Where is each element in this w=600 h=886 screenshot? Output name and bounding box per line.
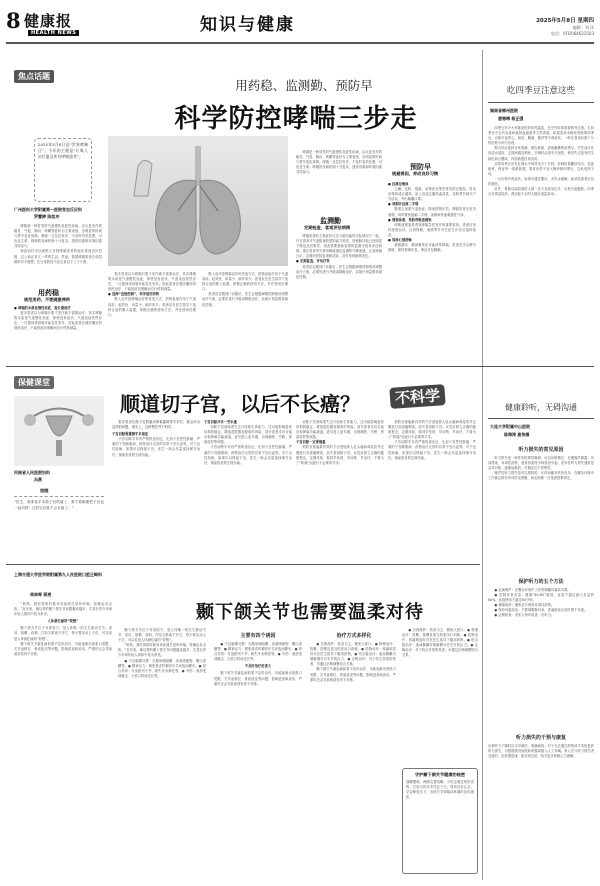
listen-point-1: ● 远离噪声：在嘈杂环境中工作时佩戴耳塞或耳罩。 bbox=[494, 588, 571, 592]
prevent-col bbox=[388, 182, 476, 362]
listen-p1b: 噪声性听力损失是可以预防的。长时间戴耳机听音乐、在嘈杂环境中工作都会损伤内耳的毛细胞，而毛细胞一旦受损很难再生。 bbox=[488, 471, 594, 481]
tea-names: 唐寒梅 杨正强 bbox=[498, 116, 524, 121]
prevent-head-4: ● 保持心情舒畅 bbox=[388, 238, 412, 243]
guide-col-1 bbox=[112, 420, 200, 560]
guide-affil: 河南省人民医院妇科 bbox=[14, 470, 50, 475]
focus-quote: 2025年5月6日是“世界哮喘日”，今年的主题是“让吸入治疗惠及所有哮喘患者”。 bbox=[38, 142, 88, 159]
jaw-body-3-cont: 颞下颌关节紊乱病如果不及时治疗，可能逐渐出现张口受限、关节盘移位、骨质改变等问题，影响进食和说话，严重时还会导致面部发育不对称。 bbox=[310, 667, 396, 682]
prevent-body-3: 呼吸道感染是诱发哮喘急性发作的重要原因。患者应坚持适度运动，注意保暖，流感季节可在医生评估后接种疫苗。 bbox=[388, 222, 476, 237]
jaw-col-5 bbox=[402, 628, 478, 764]
jaw-h4: 治疗方式多样化 bbox=[336, 633, 372, 639]
page-number: 8 bbox=[6, 8, 21, 33]
jaw-h2: 主要有四个诱因 bbox=[240, 633, 276, 639]
uterus-illustration bbox=[14, 396, 104, 466]
focus-intro bbox=[14, 224, 102, 282]
guide-body-1-cont: 子宫切除手术有严格的适应证，比如子宫恶性肿瘤、严重的子宫腺肌病、药物治疗无效的异常子宫出血等。对于良性疾病，如果可以保留子宫，医生一般会尽量选择保守治疗，保留患者的生理功能。 bbox=[204, 445, 292, 465]
section-rule-2 bbox=[6, 564, 480, 565]
jaw-h3: 不及时治疗危害大 bbox=[244, 664, 272, 669]
listen-point-2: ● 控制耳机音量：遵循“60-60”原则，音量不超过最大音量的60%，连续使用不超过60分钟。 bbox=[488, 593, 594, 603]
guide-h1: 子宫切除要遵循手术指征 bbox=[112, 432, 149, 437]
jaw-body-1: 颞下颌关节位于耳屏前方，是人体唯一的左右联动关节，说话、咀嚼、吞咽、打哈欠都离不开它，每天要活动上千次，可以说是人体最忙碌的“铰链”。 bbox=[14, 626, 112, 641]
monitor-intro-text: 哮喘是一种常见的气道慢性炎症性疾病，以反复发作的喘息、气促、胸闷、咳嗽等症状为主要表现，呈明显的时间与季节变化规律。哮喘一旦急性发作，不及时有效处置，可危及生命。哮喘的发病机制十分复杂，遗传因素和环境因素共同参与。 bbox=[296, 150, 382, 175]
listen-title: 健康聆听，无碍沟通 bbox=[505, 403, 577, 412]
jaw-body-1-cont: 颞下颌关节位于耳屏前方，是人体唯一的左右联动关节，说话、咀嚼、吞咽、打哈欠都离不开它，每天要活动上千次，可以说是人体最忙碌的“铰链”。 bbox=[118, 628, 206, 643]
guide-quote-repeat: 很多患者在做子宫肌瘤或卵巢囊肿等手术时，都会问出这样的问题。事实上，这种想法并不科学。 bbox=[112, 420, 200, 430]
heading-stable: 用药稳 bbox=[38, 289, 59, 297]
stable-col-2 bbox=[108, 272, 196, 362]
tea-rule bbox=[488, 102, 594, 103]
guide-quote: “医生，我准备手术做子宫肌瘤了，要不要顺便把子宫也一起切掉？这样以后就不会长癌了。” bbox=[14, 496, 104, 556]
guide-col-4 bbox=[388, 420, 476, 560]
guide-h2: 子宫切除并非一劳永逸 bbox=[204, 420, 237, 424]
jaw-intro: “妈妈，我吃饭的时候耳朵前面总是咔咔响，张嘴也有点疼。”近年来，像这样的颞下颌关节问题越来越多，尤其在青少年和年轻人群体中较为常见。 bbox=[14, 602, 112, 617]
listen-point-4: ● 保持耳道清洁：不要频繁掏耳朵，洗澡游泳后及时擦干耳道。 bbox=[494, 608, 588, 613]
jaw-col-2 bbox=[118, 628, 206, 876]
focus-intro-p2: 规范治疗可以使绝大多数哮喘患者的症状得到良好控制，过上和正常人一样的生活。然而，我国哮喘患者总体控制率仍不理想，在日常防控中应注意以下三个方面。 bbox=[14, 249, 102, 264]
guide-body-1-extra: 子宫切除手术有严格的适应证，比如子宫恶性肿瘤、严重的子宫腺肌病、药物治疗无效的异常子宫出血等。对于良性疾病，如果可以保留子宫，医生一般会尽量选择保守治疗，保留患者的生理功能。 bbox=[388, 440, 476, 460]
listen-rule bbox=[488, 418, 594, 419]
jaw-body-4: ● 自我保护：软食为主，避免大张口。● 物理治疗：热敷、按摩及适当的张闭口训练。● 药物治疗：疼痛明显时可在医生指导下服用药物。● 咬合板治疗：夜间佩戴可缓解磨牙对关节的压力。● 正畸治疗：对于咬合异常的患者，可通过正畸调整咬合关系。 bbox=[310, 642, 396, 667]
jaw-body-4-cont: ● 自我保护：软食为主，避免大张口。● 物理治疗：热敷、按摩及适当的张闭口训练。● 药物治疗：疼痛明显时可在医生指导下服用药物。● 咬合板治疗：夜间佩戴可缓解磨牙对关节的压力。● 正畸治疗：对于咬合异常的患者，可通过正畸调整咬合关系。 bbox=[402, 628, 478, 658]
stable-p2-body: 吸入治疗是哮喘治疗的首选方式，药物直接作用于气道局部，起效快、用量小、副作用少。患者应在医生指导下选择合适的吸入装置，掌握正确的使用方法，并在使用后漱口。 bbox=[108, 297, 196, 317]
section-rule-1 bbox=[6, 366, 594, 367]
paper-name: 健康报 bbox=[24, 12, 73, 30]
prevent-head-2: ● 戒烟并远离二手烟 bbox=[388, 202, 419, 207]
guide-col-3 bbox=[296, 420, 384, 560]
guide-tag: 保健课堂 bbox=[14, 376, 54, 389]
section-title: 知识与健康 bbox=[200, 15, 295, 35]
jaw-tips-box bbox=[402, 768, 478, 874]
focus-author-affil: 广州医科大学附属第一医院变态反应科 bbox=[14, 207, 82, 212]
focus-subtitle: 用药稳、监测勤、预防早 bbox=[235, 78, 373, 93]
jaw-body-2-col2: ● 不良咀嚼习惯：长期单侧咀嚼、喜欢啃硬物、嚼口香糖等。● 精神压力：紧张焦虑时紧咬牙关或夜间磨牙。● 咬合异常：牙齿排列不齐、缺失牙未修复等。● 外伤：面部受到撞击、大张口时间过长等。 bbox=[118, 658, 206, 678]
stable-col2-text: 很多患者以为哮喘只要不发作就不需要治疗，其实哮喘的本质是气道慢性炎症，即使没有症状，气道炎症依然存在，一旦遇到诱因就可能急性发作。因此患者应遵医嘱坚持规范治疗，不能因症状缓解而自行停药减量。 bbox=[108, 272, 196, 292]
monitor-col-a-text2: 患者应定期到门诊随访，医生会根据病情控制情况调整治疗方案，必要时进行升级或降级治疗，以最小剂量维持最佳控制。 bbox=[202, 292, 288, 307]
jaw-body-2: ● 不良咀嚼习惯：长期单侧咀嚼、喜欢啃硬物、嚼口香糖等。● 精神压力：紧张焦虑时紧咬牙关或夜间磨牙。● 咬合异常：牙齿排列不齐、缺失牙未修复等。● 外伤：面部受到撞击、大张口时间过长等。 bbox=[214, 642, 302, 662]
prevent-body-2: 吸烟会加重气道炎症，降低药物疗效。哮喘患者应坚决戒烟，同时避免接触二手烟、油烟和其他刺激性气体。 bbox=[388, 207, 476, 217]
guide-body-3: 预防宫颈癌最有效的方法是接种人乳头瘤病毒疫苗并定期进行宫颈癌筛查，而不是切除子宫。女性应树立正确的健康观念，定期体检，做到早发现、早诊断、早治疗，不要为了“防癌”而进行不必要的手术。 bbox=[296, 445, 384, 465]
tea-body bbox=[488, 126, 594, 364]
stable-p1-head: ● 哮喘的本质是慢性炎症，需长期治疗 bbox=[14, 306, 71, 310]
monitor-head2: ● 定期复查，评估疗效 bbox=[296, 259, 330, 264]
uterus-icon bbox=[14, 396, 104, 466]
listen-body-1 bbox=[488, 456, 594, 574]
issue-date: 2025年5月8日 星期四 bbox=[536, 18, 594, 24]
guide-col-2 bbox=[204, 420, 292, 560]
guide-body-2-cont: 切除子宫意味着失去月经和生育能力，还可能影响盆底结构的稳定，增加盆腔器官脱垂的风险。部分患者术后可能出现卵巢功能减退，更早进入更年期，出现潮热、失眠、骨质疏松等问题。 bbox=[296, 420, 384, 440]
lungs-illustration bbox=[108, 136, 288, 266]
guide-reminder-tag: 提醒 bbox=[40, 488, 49, 493]
prevent-head-1: ● 远离过敏原 bbox=[388, 182, 409, 186]
tea-affil: 湖南省郴州医院 bbox=[490, 108, 518, 113]
heading-prevent: 预防早 bbox=[410, 163, 431, 171]
focus-quote-box bbox=[34, 138, 92, 202]
prevent-body-1: 尘螨、花粉、霉菌、动物皮毛等是常见的过敏原。居室应保持清洁通风，床上用品定期高温清洗，花粉季节减少户外活动，外出佩戴口罩。 bbox=[388, 187, 476, 202]
stable-p1-body: 很多患者以为哮喘只要不发作就不需要治疗，其实哮喘的本质是气道慢性炎症，即使没有症状，气道炎症依然存在，一旦遇到诱因就可能急性发作。因此患者应遵医嘱坚持规范治疗，不能因症状缓解而自行停药减量。 bbox=[14, 311, 102, 331]
jaw-h1: 人体最忙碌的“铰链” bbox=[47, 619, 79, 624]
prevent-head-3: ● 增强体质，预防呼吸道感染 bbox=[388, 217, 432, 222]
stable-col-1 bbox=[14, 306, 102, 362]
tea-p4: 一旦出现中毒症状，轻者可通过催吐、多饮水缓解，症状较重者应及时就医。 bbox=[488, 176, 594, 187]
guide-badge: 不科学 bbox=[389, 384, 445, 409]
editor-line-2: 电话：(010)64621503 bbox=[550, 31, 594, 36]
guide-body-3-cont: 预防宫颈癌最有效的方法是接种人乳头瘤病毒疫苗并定期进行宫颈癌筛查，而不是切除子宫。女性应树立正确的健康观念，定期体检，做到早发现、早诊断、早治疗，不要为了“防癌”而进行不必要的手术。 bbox=[388, 420, 476, 440]
focus-tag: 焦点话题 bbox=[14, 70, 54, 83]
listen-h3: 听力损失的干预与康复 bbox=[515, 735, 566, 741]
jaw-tips-body: 细嚼慢咽，两侧交替咀嚼；少吃过硬过韧的食物；打哈欠时用手托住下巴；保持良好心态，学会释放压力；出现关节弹响或疼痛时及时就医。 bbox=[406, 780, 474, 800]
jaw-col-3 bbox=[214, 642, 302, 876]
listen-h2: 保护听力的五个方法 bbox=[518, 579, 564, 585]
jaw-col-4 bbox=[310, 642, 396, 876]
column-divider bbox=[482, 50, 483, 880]
editor-line-1: 编辑：刘 洋 bbox=[572, 25, 594, 30]
prevent-body-4: 情绪激动、精神紧张也可能诱发哮喘。患者应学会调节情绪，保持规律作息，保证充足睡眠。 bbox=[388, 243, 476, 253]
jaw-body-3-col1: 颞下颌关节紊乱病如果不及时治疗，可能逐渐出现张口受限、关节盘移位、骨质改变等问题，影响进食和说话，严重时还会导致面部发育不对称。 bbox=[14, 641, 112, 656]
listen-p1: 听力损失是一种常见的感觉障碍，可由年龄增长、长期噪声暴露、耳部感染、耳毒性药物、遗传因素等多种原因引起。老年性听力损失通常是双耳对称、逐渐加重的，早期往往不易察觉。 bbox=[488, 456, 594, 471]
lungs-icon bbox=[108, 136, 288, 266]
jaw-affil: 上海交通大学医学院附属第九人民医院口腔正畸科 bbox=[14, 572, 102, 577]
guide-names: 冯燕 bbox=[34, 477, 42, 482]
monitor-col-b bbox=[296, 234, 382, 362]
heading-monitor-sub: 定期检查，客观评估病情 bbox=[304, 225, 351, 230]
tea-p5: 此外，胃肠功能较弱的人群一次不宜食用过多，以免引起腹胀。四季豆含钾量较高，肾功能不全的人群应适量食用。 bbox=[488, 187, 594, 197]
monitor-intro bbox=[296, 150, 382, 214]
tea-p2: 购买时应选择豆荚饱满、颜色鲜绿、质地脆嫩的四季豆。烹饪前可先用清水浸泡，去除两端及筋丝。烹调时必须充分加热，使其失去原有的生绿色和豆腥味，内部熟透后再食用。 bbox=[488, 146, 594, 161]
listen-body-3: 出现听力下降时应尽早就医，明确病因。对于无法通过药物或手术恢复的听力损失，可根据情况验配助听器或植入人工耳蜗。家人在与听力损失者交流时，应放慢语速、面对面交谈，给予更多的耐心与理解。 bbox=[488, 744, 594, 759]
jaw-col-1 bbox=[14, 602, 112, 876]
listen-names: 陈海涛 鹿伟娜 bbox=[504, 432, 530, 437]
listen-h1: 听力损失的常见原因 bbox=[518, 447, 564, 453]
listen-points bbox=[488, 588, 594, 728]
tea-title: 吃四季豆注意这些 bbox=[506, 86, 575, 96]
listen-point-5: ● 定期检查：老年人每年检查一次听力。 bbox=[494, 613, 555, 618]
focus-headline: 科学防控哮喘三步走 bbox=[174, 104, 418, 134]
tea-p1: 四季豆作为大家都爱吃的常见蔬菜，在烹饪时却需要格外注意。生四季豆中含有皂素和植物血凝素等天然毒素，如果食用未彻底煮熟的四季豆，可能引起恶心、呕吐、腹痛、腹泻等中毒症状，一般在食用后数十分钟至数小时内出现。 bbox=[488, 126, 594, 146]
heading-stable-sub: 规范用药，不要随意停药 bbox=[24, 297, 71, 302]
focus-intro-p1: 哮喘是一种常见的气道慢性炎症性疾病，以反复发作的喘息、气促、胸闷、咳嗽等症状为主要表现，呈明显的时间与季节变化规律。哮喘一旦急性发作，不及时有效处置，可危及生命。哮喘的发病机制十分复杂，遗传因素和环境因素共同参与。 bbox=[14, 224, 102, 249]
monitor-body: 哮喘患者的主观症状往往与肺功能的实际情况不一致。许多患者对气道阻塞的感知能力较差，即使肺功能已经明显下降也没有察觉。因此需要借助客观的监测手段来评估病情。建议患者每天使用峰流速仪监测呼气峰流速，记录哮喘日记，定期到医院复查肺功能，及时发现病情变化。 bbox=[296, 234, 382, 259]
guide-headline: 顺道切子宫，以后不长癌？ bbox=[120, 392, 360, 416]
masthead bbox=[6, 6, 594, 46]
listen-point-3: ● 谨慎用药：避免自行使用耳毒性药物。 bbox=[494, 603, 555, 608]
guide-body-2: 切除子宫意味着失去月经和生育能力，还可能影响盆底结构的稳定，增加盆腔器官脱垂的风险。部分患者术后可能出现卵巢功能减退，更早进入更年期，出现潮热、失眠、骨质疏松等问题。 bbox=[204, 425, 292, 445]
heading-monitor: 监测勤 bbox=[320, 217, 341, 225]
stable-p2-head: ● 选择“直接控制”，科学使用药物 bbox=[108, 292, 160, 297]
paper-name-en: HEALTH NEWS bbox=[28, 30, 79, 36]
jaw-headline: 颞下颌关节也需要温柔对待 bbox=[196, 602, 424, 623]
masthead-rule bbox=[6, 42, 594, 44]
jaw-tips-title: 守护颞下颌关节健康的秘密 bbox=[414, 772, 466, 777]
guide-h3: 子宫切除一定要慎重 bbox=[296, 440, 326, 445]
guide-body-1: 子宫切除手术有严格的适应证，比如子宫恶性肿瘤、严重的子宫腺肌病、药物治疗无效的异常子宫出血等。对于良性疾病，如果可以保留子宫，医生一般会尽量选择保守治疗，保留患者的生理功能。 bbox=[112, 437, 200, 457]
monitor-col-a bbox=[202, 272, 288, 362]
listen-affil: 大连大学附属中山医院 bbox=[490, 424, 530, 429]
heading-prevent-sub: 规避诱因，养成良好习惯 bbox=[392, 171, 439, 176]
jaw-body-3: 颞下颌关节紊乱病如果不及时治疗，可能逐渐出现张口受限、关节盘移位、骨质改变等问题，影响进食和说话，严重时还会导致面部发育不对称。 bbox=[214, 671, 302, 686]
monitor-body2: 患者应定期到门诊随访，医生会根据病情控制情况调整治疗方案，必要时进行升级或降级治疗，以最小剂量维持最佳控制。 bbox=[296, 264, 382, 279]
tea-p3: 凉拌四季豆应先在沸水中焯烫至少十分钟；炒制时要翻炒均匀，加盖焖煮，保证每一根都熟透。集体食堂不宜大锅炒制四季豆，以免受热不均。 bbox=[488, 161, 594, 176]
monitor-col-a-text: 吸入治疗是哮喘治疗的首选方式，药物直接作用于气道局部，起效快、用量小、副作用少。患者应在医生指导下选择合适的吸入装置，掌握正确的使用方法，并在使用后漱口。 bbox=[202, 272, 288, 292]
jaw-names: 周林晖 蒋亮 bbox=[30, 592, 52, 597]
jaw-intro-cont: “妈妈，我吃饭的时候耳朵前面总是咔咔响，张嘴也有点疼。”近年来，像这样的颞下颌关节问题越来越多，尤其在青少年和年轻人群体中较为常见。 bbox=[118, 643, 206, 658]
focus-author-names: 罗慧婷 陈如冲 bbox=[34, 214, 60, 219]
